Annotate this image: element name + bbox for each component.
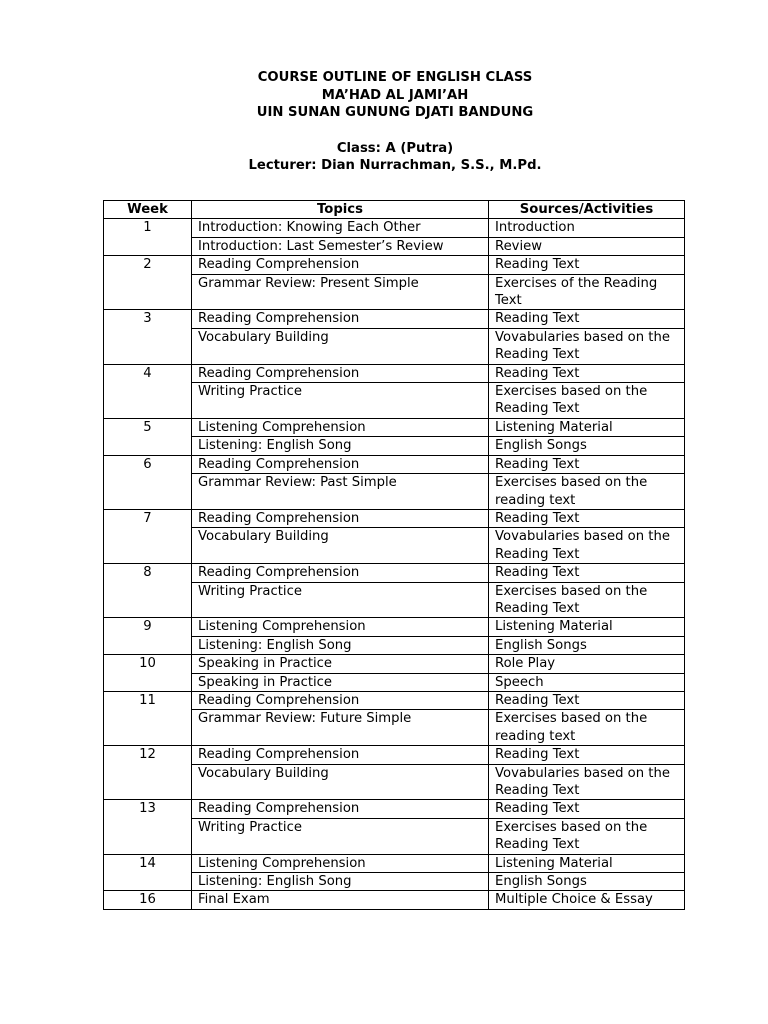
source-cell: Speech — [489, 673, 685, 691]
source-cell: Vovabularies based on the Reading Text — [489, 528, 685, 564]
topic-cell: Vocabulary Building — [192, 764, 489, 800]
table-row — [104, 328, 685, 364]
table-row — [104, 818, 685, 854]
table-row — [104, 310, 685, 328]
topic-cell: Reading Comprehension — [192, 509, 489, 527]
week-cell: 4 — [104, 364, 192, 418]
source-cell: Exercises based on the reading text — [489, 710, 685, 746]
source-cell: Reading Text — [489, 800, 685, 818]
table-row — [104, 237, 685, 255]
topic-cell: Grammar Review: Future Simple — [192, 710, 489, 746]
source-cell: Exercises based on the Reading Text — [489, 582, 685, 618]
source-cell: Exercises based on the Reading Text — [489, 383, 685, 419]
week-cell: 11 — [104, 691, 192, 745]
document-header — [0, 69, 768, 175]
table-row — [104, 636, 685, 654]
week-cell: 7 — [104, 509, 192, 563]
table-header-row — [104, 201, 685, 219]
table-row — [104, 528, 685, 564]
topic-cell: Writing Practice — [192, 383, 489, 419]
table-row — [104, 582, 685, 618]
table-row — [104, 455, 685, 473]
source-cell: Reading Text — [489, 455, 685, 473]
table-row — [104, 364, 685, 382]
column-header-week: Week — [104, 201, 192, 219]
topic-cell: Reading Comprehension — [192, 564, 489, 582]
source-cell: English Songs — [489, 873, 685, 891]
topic-cell: Introduction: Last Semester’s Review — [192, 237, 489, 255]
table-row — [104, 873, 685, 891]
source-cell: Review — [489, 237, 685, 255]
topic-cell: Writing Practice — [192, 818, 489, 854]
source-cell: English Songs — [489, 636, 685, 654]
topic-cell: Reading Comprehension — [192, 800, 489, 818]
topic-cell: Listening: English Song — [192, 873, 489, 891]
source-cell: Exercises based on the reading text — [489, 474, 685, 510]
topic-cell: Vocabulary Building — [192, 328, 489, 364]
table-row — [104, 673, 685, 691]
table-row — [104, 437, 685, 455]
table-row — [104, 746, 685, 764]
topic-cell: Listening Comprehension — [192, 854, 489, 872]
topic-cell: Reading Comprehension — [192, 364, 489, 382]
table-row — [104, 800, 685, 818]
topic-cell: Introduction: Knowing Each Other — [192, 219, 489, 237]
topic-cell: Grammar Review: Present Simple — [192, 274, 489, 310]
source-cell: Exercises based on the Reading Text — [489, 818, 685, 854]
table-body — [104, 219, 685, 909]
week-cell: 2 — [104, 256, 192, 310]
table-row — [104, 219, 685, 237]
source-cell: Reading Text — [489, 509, 685, 527]
topic-cell: Speaking in Practice — [192, 655, 489, 673]
column-header-topics: Topics — [192, 201, 489, 219]
course-outline-table — [103, 200, 685, 910]
week-cell: 13 — [104, 800, 192, 854]
topic-cell: Vocabulary Building — [192, 528, 489, 564]
topic-cell: Listening: English Song — [192, 437, 489, 455]
table-row — [104, 274, 685, 310]
source-cell: Reading Text — [489, 564, 685, 582]
topic-cell: Speaking in Practice — [192, 673, 489, 691]
table-row — [104, 509, 685, 527]
source-cell: Reading Text — [489, 746, 685, 764]
table-row — [104, 418, 685, 436]
source-cell: Exercises of the Reading Text — [489, 274, 685, 310]
topic-cell: Reading Comprehension — [192, 455, 489, 473]
source-cell: Vovabularies based on the Reading Text — [489, 764, 685, 800]
week-cell: 5 — [104, 418, 192, 455]
week-cell: 14 — [104, 854, 192, 891]
table-row — [104, 854, 685, 872]
topic-cell: Listening Comprehension — [192, 418, 489, 436]
week-cell: 10 — [104, 655, 192, 692]
table-row — [104, 891, 685, 909]
topic-cell: Reading Comprehension — [192, 256, 489, 274]
source-cell: Listening Material — [489, 618, 685, 636]
topic-cell: Grammar Review: Past Simple — [192, 474, 489, 510]
week-cell: 16 — [104, 891, 192, 909]
lecturer-label: Lecturer: Dian Nurrachman, S.S., M.Pd. — [248, 158, 542, 174]
source-cell: Reading Text — [489, 310, 685, 328]
source-cell: Multiple Choice & Essay — [489, 891, 685, 909]
source-cell: Reading Text — [489, 364, 685, 382]
title-line-3: UIN SUNAN GUNUNG DJATI BANDUNG — [256, 105, 534, 121]
topic-cell: Reading Comprehension — [192, 746, 489, 764]
source-cell: Role Play — [489, 655, 685, 673]
table-row — [104, 710, 685, 746]
source-cell: Listening Material — [489, 418, 685, 436]
title-line-2: MA’HAD AL JAMI’AH — [321, 87, 469, 103]
week-cell: 3 — [104, 310, 192, 364]
table-row — [104, 564, 685, 582]
topic-cell: Reading Comprehension — [192, 310, 489, 328]
source-cell: Vovabularies based on the Reading Text — [489, 328, 685, 364]
title-line-1: COURSE OUTLINE OF ENGLISH CLASS — [257, 70, 533, 85]
week-cell: 8 — [104, 564, 192, 618]
topic-cell: Listening: English Song — [192, 636, 489, 654]
week-cell: 12 — [104, 746, 192, 800]
week-cell: 1 — [104, 219, 192, 256]
source-cell: Introduction — [489, 219, 685, 237]
topic-cell: Final Exam — [192, 891, 489, 909]
topic-cell: Writing Practice — [192, 582, 489, 618]
topic-cell: Listening Comprehension — [192, 618, 489, 636]
table-row — [104, 764, 685, 800]
week-cell: 9 — [104, 618, 192, 655]
source-cell: Listening Material — [489, 854, 685, 872]
table-row — [104, 383, 685, 419]
source-cell: Reading Text — [489, 691, 685, 709]
source-cell: Reading Text — [489, 256, 685, 274]
topic-cell: Reading Comprehension — [192, 691, 489, 709]
table-row — [104, 618, 685, 636]
week-cell: 6 — [104, 455, 192, 509]
table-row — [104, 474, 685, 510]
table-row — [104, 655, 685, 673]
column-header-sources: Sources/Activities — [489, 201, 685, 219]
class-label: Class: A (Putra) — [336, 140, 454, 156]
table-row — [104, 256, 685, 274]
source-cell: English Songs — [489, 437, 685, 455]
table-row — [104, 691, 685, 709]
